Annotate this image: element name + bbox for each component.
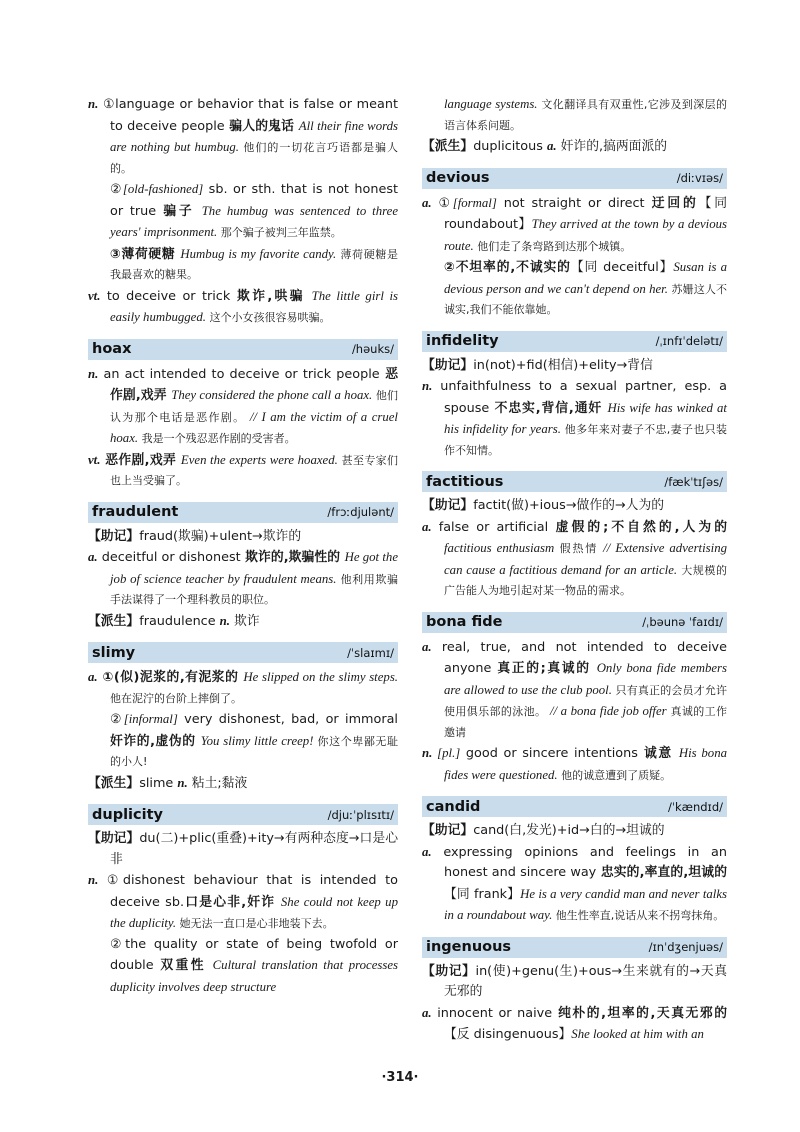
phonetic: /ˌbəunə ˈfaɪdɪ/ [642,615,723,629]
phonetic: /diːvɪəs/ [676,171,723,185]
phonetic: /ˈkændɪd/ [667,799,723,814]
definition: ②不坦率的,不诚实的【同 deceitful】Susan is a devious person and we can't depend on her. 苏姗这人不诚实,我们不能依靠她。 [444,260,728,316]
derivative: 【派生】duplicitous a. 奸诈的,搞两面派的 [422,139,668,154]
definition: a. innocent or naive 纯朴的,坦率的,天真无邪的【反 disingenuous】She looked at him with an [422,1005,727,1042]
definition: a. ①(似)泥浆的,有泥浆的 He slipped on the slimy steps. 他在泥泞的台阶上摔倒了。 [88,670,398,705]
definition: language systems. 文化翻译具有双重性,它涉及到深层的语言体系问题。 [444,97,728,132]
definition: a. deceitful or dishonest 欺诈的,欺骗性的 He got the job of science teacher by fraudulent means. 他利用欺骗手法谋得了一个理科教员的职位。 [88,550,398,606]
phonetic: /ˌɪnfɪˈdelətɪ/ [655,334,723,348]
entry-header-factitious [422,471,727,492]
headword: duplicity [92,806,163,823]
entry-header-duplicity [88,804,398,825]
entry-header-bona-fide [422,612,727,633]
mnemonic: 【助记】du(二)+plic(重叠)+ity→有两种态度→口是心非 [88,831,399,867]
headword: infidelity [426,333,499,349]
headword: devious [426,170,490,186]
phonetic: /djuːˈplɪsɪtɪ/ [327,807,394,822]
phonetic: /frɔːdjulənt/ [327,505,394,519]
mnemonic: 【助记】factit(做)+ious→做作的→人为的 [422,498,665,513]
definition: ②[old-fashioned] sb. or sth. that is not honest or true 骗子 The humbug was sentenced to three years' imprisonment. 那个骗子被判三年监禁。 [110,182,399,239]
entry-header-devious [422,168,727,189]
phonetic: /həuks/ [351,342,394,356]
definition: n. ①language or behavior that is false or meant to deceive people 骗人的鬼话 All their fine words are nothing but humbug. 他们的一切花言巧语都是骗人的。 [88,97,398,175]
page-number: ·314· [381,1070,419,1085]
definition: ②[informal] very dishonest, bad, or immoral 奸诈的,虚伪的 You slimy little creep! 你这个卑鄙无耻的小人! [110,712,398,768]
definition: ③薄荷硬糖 Humbug is my favorite candy. 薄荷硬糖是我最喜欢的糖果。 [110,246,399,281]
definition: a. false or artificial 虚假的;不自然的,人为的 factitious enthusiasm 假热情 // Extensive advertising can cause a factitious demand for an article. 大规模的广告能人为地引起对某一物品的需求。 [422,519,728,597]
entry-header-hoax [88,339,398,360]
entry-header-infidelity [422,331,727,352]
mnemonic: 【助记】in(not)+fid(相信)+elity→背信 [422,357,653,373]
phonetic: /ˈslaɪmɪ/ [347,645,394,660]
headword: hoax [92,341,132,357]
right-column [422,94,727,1046]
entry-header-candid [422,796,727,817]
definition: a. real, true, and not intended to deceive anyone 真正的;真诚的 Only bona fide members are allowed to use the club pool. 只有真正的会员才允许使用俱乐部的泳池。 // a bona fide job offer 真诚的工作邀请 [422,639,728,739]
definition: n. unfaithfulness to a sexual partner, esp. a spouse 不忠实,背信,通奸 His wife has winked at his infidelity for years. 他多年来对妻子不忠,妻子也只装作不知情。 [422,379,728,457]
definition: a. ①[formal] not straight or direct 迂回的【同 roundabout】They arrived at the town by a devious route. 他们走了条弯路到达那个城镇。 [422,195,728,253]
mnemonic: 【助记】in(使)+genu(生)+ous→生来就有的→天真无邪的 [422,963,727,999]
definition: n. [pl.] good or sincere intentions 诚意 His bona fides were questioned. 他的诚意遭到了质疑。 [422,746,728,782]
entry-header-slimy [88,642,398,663]
definition: vt. to deceive or trick 欺诈,哄骗 The little girl is easily humbugged. 这个小女孩很容易哄骗。 [88,288,398,324]
definition: vt. 恶作剧,戏弄 Even the experts were hoaxed. 甚至专家们也上当受骗了。 [88,452,398,487]
mnemonic: 【助记】cand(白,发光)+id→白的→坦诚的 [422,823,665,838]
headword: bona fide [426,614,503,630]
headword: fraudulent [92,504,179,520]
definition: n. an act intended to deceive or trick people 恶作剧,戏弄 They considered the phone call a hoax. 他们认为那个电话是恶作剧。 // I am the victim of a cruel hoax. 我是一个残忍恶作剧的受害者。 [88,366,398,445]
headword: factitious [426,473,504,490]
definition: n. ①dishonest behaviour that is intended to deceive sb.口是心非,奸诈 She could not keep up the duplicity. 她无法一直口是心非地装下去。 [88,873,398,930]
headword: ingenuous [426,939,512,955]
headword: slimy [92,644,136,661]
derivative: 【派生】slime n. 粘土;黏液 [88,775,248,791]
definition: ②the quality or state of being twofold or double 双重性 Cultural translation that processes duplicity involves deep structure [110,936,398,994]
entry-header-fraudulent [88,502,398,523]
left-column [88,94,398,998]
mnemonic: 【助记】fraud(欺骗)+ulent→欺诈的 [88,528,302,544]
phonetic: /ɪnˈdʒenjuəs/ [648,940,723,954]
derivative: 【派生】fraudulence n. 欺诈 [88,613,260,629]
phonetic: /fækˈtɪʃəs/ [664,474,723,489]
headword: candid [426,798,481,815]
definition: a. expressing opinions and feelings in an honest and sincere way 忠实的,率直的,坦诚的【同 frank】He is a very candid man and never talks in a roundabout way. 他生性率直,说话从来不拐弯抹角。 [422,844,728,922]
entry-header-ingenuous [422,937,727,958]
